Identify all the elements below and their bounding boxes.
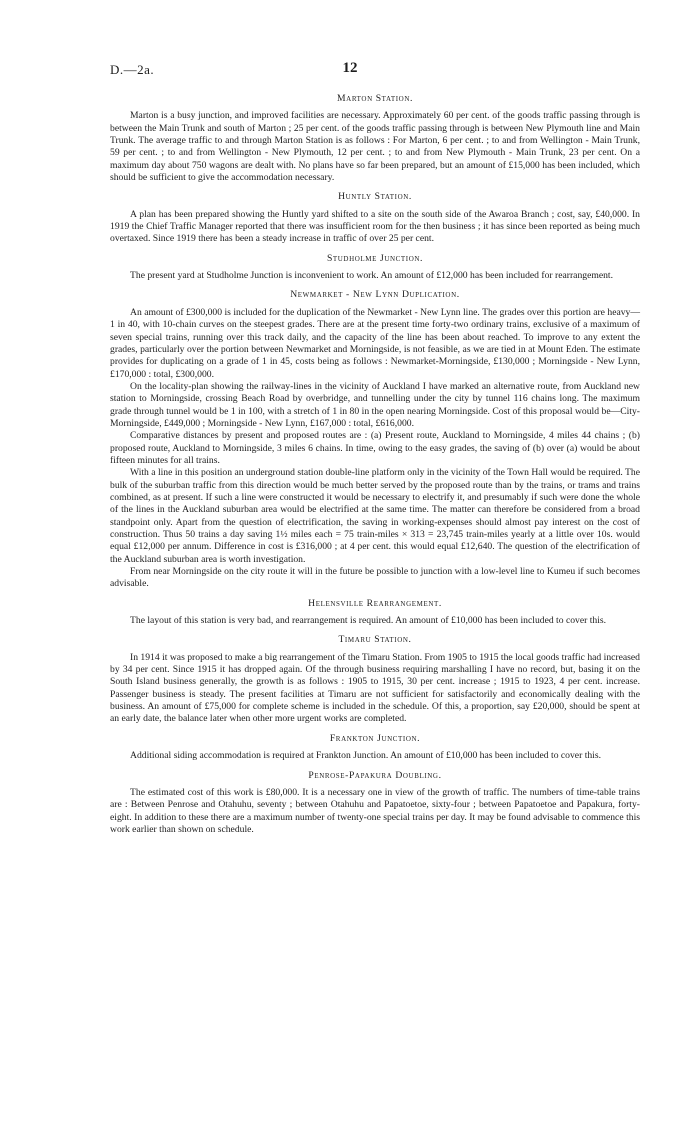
section-heading: Studholme Junction. [326,252,424,264]
page-number: 12 [342,60,358,76]
paragraph: From near Morningside on the city route it will in the future be possible to junction with a low-level line to Kumeu if such becomes advisable. [110,566,640,590]
paragraph: A plan has been prepared showing the Huntly yard shifted to a site on the south side of the Awaroa Branch ; cost, say, £40,000. In 1919 the Chief Traffic Manager reported that there was insufficient room for the then business ; it has since been reported as being much overtaxed. Since 1919 there has been a steady increase in traffic of over 25 per cent. [110,208,640,245]
paragraph: Additional siding accommodation is required at Frankton Junction. An amount of £10,000 has been included to cover this. [130,750,602,762]
paragraph: Comparative distances by present and proposed routes are : (a) Present route, Auckland to Morningside, 4 miles 44 chains ; (b) proposed route, Auckland to Morningside, 3 miles 6 chains. In time, owing to the easy grades, the saving of (b) over (a) would be about fifteen minutes for all trains. [110,430,640,466]
section-heading: Huntly Station. [338,191,412,203]
paragraph: In 1914 it was proposed to make a big rearrangement of the Timaru Station. From 1905 to 1915 the local goods traffic had increased by 34 per cent. Since 1915 it has dropped again. Of the through business requiring marshalling I have no record, but, basing it on the South Island business generally, the growth is as follows : 1905 to 1915, 30 per cent. increase ; 1915 to 1923, 4 per cent. increase. Passenger business is steady. The present facilities at Timaru are not sufficient for satisfactorily and economically dealing with the business. An amount of £75,000 for complete scheme is included in the schedule. Of this, a proportion, say £20,000, should be spent at an early date, the balance later when other more urgent works are completed. [110,651,640,725]
paragraph: The present yard at Studholme Junction is inconvenient to work. An amount of £12,000 has been included for rearrangement. [130,270,613,282]
section-heading: Marton Station. [337,93,413,104]
section-heading: Helensville Rearrangement. [308,597,442,609]
section-heading: Frankton Junction. [329,732,421,744]
paragraph: Marton is a busy junction, and improved facilities are necessary. Approximately 60 per cent. of the goods traffic passing through is between the Main Trunk and south of Marton ; 25 per cent. of the goods traffic passing through is between New Plymouth line and Main Trunk. The average traffic to and through Marton Station is as follows : For Marton, 6 per cent. ; to and from Wellington - Main Trunk, 59 per cent. ; to and from Wellington - New Plymouth, 12 per cent. ; to and from New Plymouth - Main Trunk, 23 per cent. On a maximum day about 750 wagons are dealt with. No plans have so far been prepared, but an amount of £15,000 has been included, which should be sufficient to give the accommodation necessary. [110,110,640,184]
paragraph: An amount of £300,000 is included for the duplication of the Newmarket - New Lynn line. The grades over this portion are heavy—1 in 40, with 10-chain curves on the steepest grades. There are at the present time forty-two ordinary trains, exclusive of a maximum of seven special trains, running over this track daily, and the capacity of the line has been about reached. To improve to any extent the grades, particularly over the portion between Newmarket and Morningside, is not feasible, as we are tied in at Mount Eden. The estimate provides for duplicating on a grade of 1 in 45, costs being as follows : Newmarket-Morningside, £130,000 ; Morningside - New Lynn, £170,000 : total, £300,000. [110,306,640,380]
section-heading: Newmarket - New Lynn Duplication. [290,289,460,301]
section-heading: Timaru Station. [338,634,412,646]
document-body [110,93,640,836]
section-heading: Penrose-Papakura Doubling. [308,769,442,781]
paragraph: The estimated cost of this work is £80,000. It is a necessary one in view of the growth of traffic. The numbers of time-table trains are : Between Penrose and Otahuhu, seventy ; between Otahuhu and Papatoetoe, sixty-four ; between Papatoetoe and Papakura, forty-eight. In addition to these there are a maximum number of twenty-one special trains per day. It may be found advisable to commence this work earlier than shown on schedule. [110,786,640,835]
document-reference: D.—2a. [110,62,155,77]
paragraph: On the locality-plan showing the railway-lines in the vicinity of Auckland I have marked an alternative route, from Auckland new station to Morningside, crossing Beach Road by overbridge, and tunnelling under the city by tunnel 116 chains long. The maximum grade through tunnel would be 1 in 100, with a stretch of 1 in 80 in the open nearing Morningside. Cost of this proposal would be—City-Morningside, £449,000 ; Morningside - New Lynn, £167,000 : total, £616,000. [110,380,640,429]
paragraph: With a line in this position an underground station double-line platform only in the vicinity of the Town Hall would be required. The bulk of the suburban traffic from this direction would be much better served by the proposed route than by the trains, or trams and trains combined, as at present. If such a line were constructed it would be necessary to electrify it, and presumably if such were done the whole of the lines in the Auckland suburban area would be electrified at the same time. The matter can therefore be considered from a broad standpoint only. Apart from the question of electrification, the saving in working-expenses should almost pay interest on the cost of construction. Thus 50 trains a day saving 1½ miles each = 75 train-miles × 313 = 23,745 train-miles yearly at a little over 10s. would equal £12,000 per annum. Difference in cost is £316,000 ; at 4 per cent. this would equal £12,640. The question of the electrification of the Auckland suburban area is worth investigation. [110,467,640,565]
paragraph: The layout of this station is very bad, and rearrangement is required. An amount of £10,000 has been included to cover this. [130,615,607,627]
